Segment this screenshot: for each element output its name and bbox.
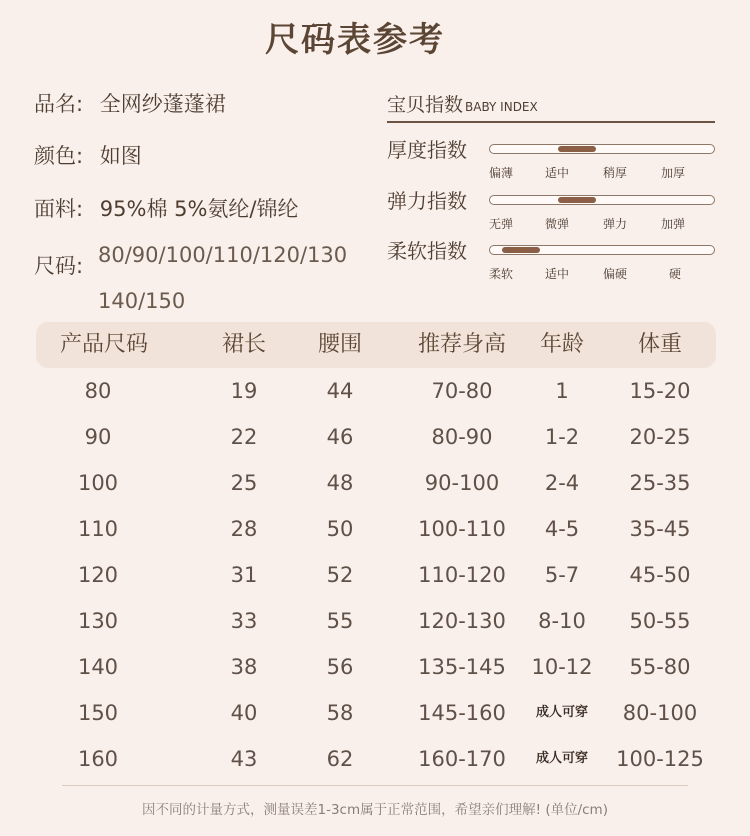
size-values-line1: 80/90/100/110/120/130 [98, 243, 348, 267]
color-label: 颜色: [34, 144, 84, 168]
size-values-line2: 140/150 [98, 289, 186, 313]
table-cell: 5-7 [544, 563, 580, 587]
table-row [36, 736, 716, 782]
table-cell: 33 [230, 609, 258, 633]
table-cell: 110 [77, 517, 119, 541]
index-slider-marker [558, 197, 596, 203]
page-title: 尺码表参考 [265, 20, 445, 60]
table-cell: 4-5 [544, 517, 580, 541]
table-cell: 成人可穿 [535, 751, 588, 766]
table-cell: 140 [77, 655, 119, 679]
table-cell: 35-45 [629, 517, 691, 541]
table-cell: 100-110 [418, 517, 506, 541]
table-cell: 80 [84, 379, 112, 403]
table-row [36, 460, 716, 506]
measurement-note: 因不同的计量方式，测量误差1-3cm属于正常范围，希望亲们理解! (单位/cm) [142, 802, 608, 818]
table-cell: 80-100 [622, 701, 698, 725]
table-cell: 19 [230, 379, 258, 403]
table-cell: 100 [77, 471, 119, 495]
color-line [34, 140, 142, 170]
index-slider [489, 144, 715, 154]
column-header: 产品尺码 [59, 332, 148, 357]
table-cell: 45-50 [629, 563, 691, 587]
table-cell: 100-125 [616, 747, 704, 771]
table-cell: 55 [326, 609, 354, 633]
table-cell: 90-100 [424, 471, 500, 495]
footer-divider [62, 785, 688, 786]
column-header: 推荐身高 [417, 332, 506, 357]
table-cell: 46 [326, 425, 354, 449]
table-cell: 15-20 [629, 379, 691, 403]
table-cell: 120 [77, 563, 119, 587]
index-option: 无弹 [489, 217, 514, 231]
table-row [36, 644, 716, 690]
index-option: 适中 [545, 267, 570, 281]
index-name: 柔软指数 [387, 239, 467, 263]
table-cell: 160 [77, 747, 119, 771]
table-cell: 52 [326, 563, 354, 587]
fabric-label: 面料: [34, 197, 84, 221]
table-cell: 135-145 [418, 655, 506, 679]
fabric-value: 95%棉 5%氨纶/锦纶 [99, 197, 299, 221]
table-cell: 62 [326, 747, 354, 771]
table-cell: 58 [326, 701, 354, 725]
table-cell: 25-35 [629, 471, 691, 495]
index-option: 稍厚 [603, 166, 628, 180]
baby-index-title-en: BABY INDEX [465, 100, 538, 114]
table-cell: 160-170 [418, 747, 506, 771]
table-cell: 20-25 [629, 425, 691, 449]
fabric-line [34, 193, 299, 223]
color-value: 如图 [99, 144, 142, 168]
size-label: 尺码: [34, 254, 84, 278]
index-name: 厚度指数 [387, 138, 467, 162]
table-cell: 1-2 [544, 425, 580, 449]
index-slider [489, 245, 715, 255]
index-option: 弹力 [603, 217, 628, 231]
index-option: 适中 [545, 166, 570, 180]
table-cell: 56 [326, 655, 354, 679]
product-name-line [34, 88, 226, 118]
index-slider-marker [502, 247, 540, 253]
index-option: 微弹 [545, 217, 570, 231]
index-name: 弹力指数 [387, 189, 467, 213]
table-cell: 110-120 [418, 563, 506, 587]
size-values [98, 232, 347, 324]
table-cell: 40 [230, 701, 258, 725]
table-cell: 28 [230, 517, 258, 541]
table-cell: 25 [230, 471, 258, 495]
table-cell: 1 [555, 379, 569, 403]
baby-index-title: 宝贝指数 [387, 94, 464, 116]
table-row [36, 690, 716, 736]
table-row [36, 506, 716, 552]
column-header: 腰围 [317, 332, 362, 357]
index-slider-marker [558, 146, 596, 152]
table-cell: 8-10 [538, 609, 586, 633]
table-row [36, 368, 716, 414]
table-cell: 50-55 [629, 609, 691, 633]
baby-index-underline [387, 121, 715, 123]
index-option: 偏薄 [489, 166, 514, 180]
index-option: 加厚 [661, 166, 686, 180]
table-cell: 10-12 [531, 655, 593, 679]
index-slider [489, 195, 715, 205]
table-cell: 90 [84, 425, 112, 449]
product-name-label: 品名: [34, 92, 84, 116]
table-cell: 120-130 [418, 609, 506, 633]
table-cell: 130 [77, 609, 119, 633]
index-option: 柔软 [489, 267, 514, 281]
table-cell: 145-160 [418, 701, 506, 725]
table-cell: 31 [230, 563, 258, 587]
table-cell: 22 [230, 425, 258, 449]
table-cell: 150 [77, 701, 119, 725]
table-header [36, 322, 716, 368]
table-row [36, 414, 716, 460]
table-cell: 2-4 [544, 471, 580, 495]
column-header: 体重 [637, 332, 682, 357]
index-option: 硬 [669, 267, 682, 281]
column-header: 年龄 [539, 332, 584, 357]
table-row [36, 598, 716, 644]
table-cell: 48 [326, 471, 354, 495]
baby-index-heading [387, 90, 715, 123]
table-cell: 43 [230, 747, 258, 771]
table-cell: 70-80 [431, 379, 493, 403]
table-cell: 成人可穿 [535, 705, 588, 720]
index-option: 加弹 [661, 217, 686, 231]
table-row [36, 552, 716, 598]
product-name-value: 全网纱蓬蓬裙 [99, 92, 226, 116]
table-cell: 50 [326, 517, 354, 541]
index-option: 偏硬 [603, 267, 628, 281]
table-cell: 55-80 [629, 655, 691, 679]
column-header: 裙长 [221, 332, 266, 357]
table-cell: 44 [326, 379, 354, 403]
table-cell: 38 [230, 655, 258, 679]
table-cell: 80-90 [431, 425, 493, 449]
